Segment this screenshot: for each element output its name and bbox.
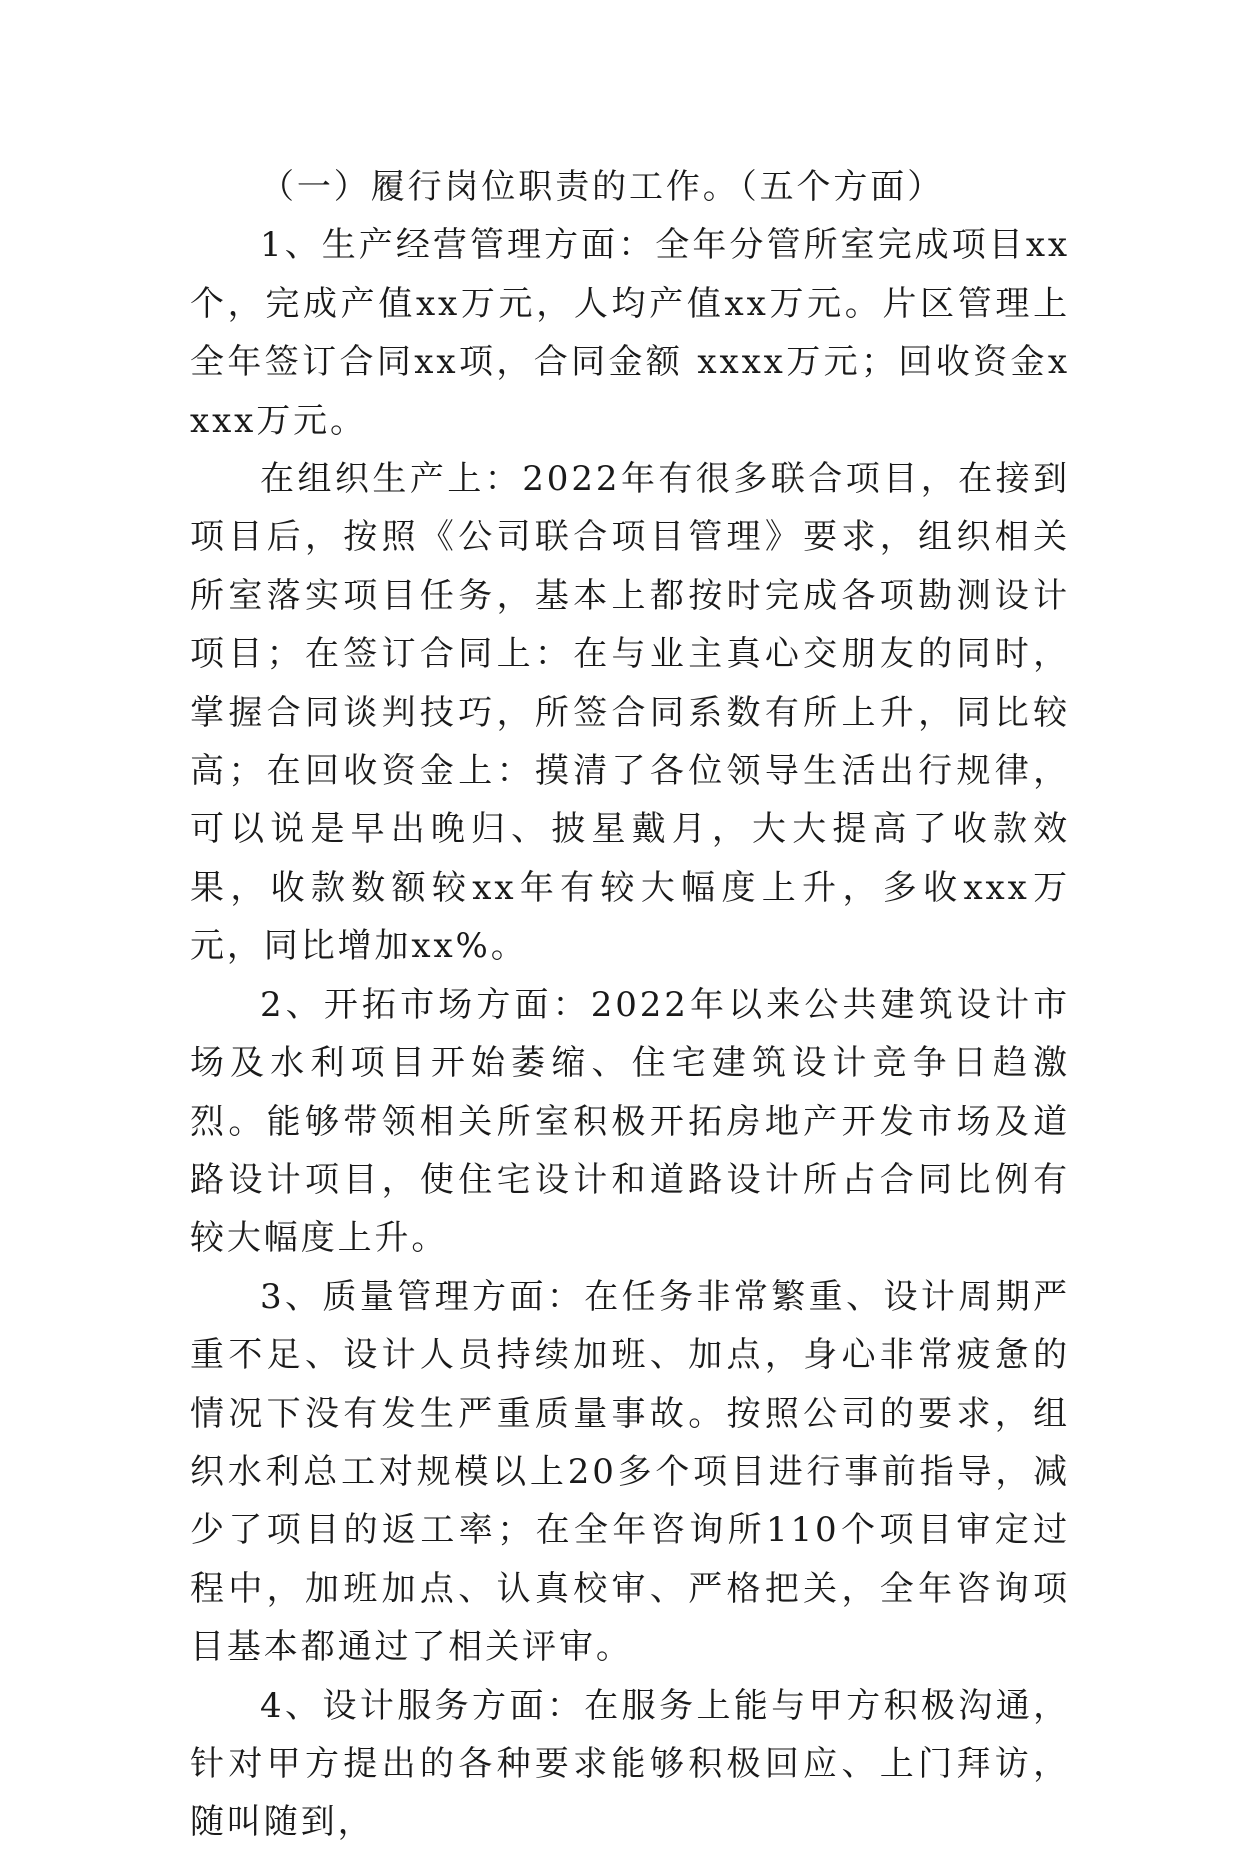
paragraph-market-expansion: 2、开拓市场方面：2022年以来公共建筑设计市场及水利项目开始萎缩、住宅建筑设计竞争日趋激烈。能够带领相关所室积极开拓房地产开发市场及道路设计项目，使住宅设计和道路设计所占合同比例有较大幅度上升。 (190, 984, 1070, 1259)
paragraph-quality-management: 3、质量管理方面：在任务非常繁重、设计周期严重不足、设计人员持续加班、加点，身心非常疲惫的情况下没有发生严重质量事故。按照公司的要求，组织水利总工对规模以上20多个项目进行事前指导，减少了项目的返工率；在全年咨询所110个项目审定过程中，加班加点、认真校审、严格把关，全年咨询项目基本都通过了相关评审。 (190, 1276, 1070, 1668)
document-body (190, 158, 1070, 1852)
paragraph-production-management: 1、生产经营管理方面：全年分管所室完成项目xx个，完成产值xx万元，人均产值xx万元。片区管理上全年签订合同xx项，合同金额 xxxx万元；回收资金xxxx万元。 (190, 225, 1070, 441)
paragraph-organizing-production: 在组织生产上：2022年有很多联合项目，在接到项目后，按照《公司联合项目管理》要求，组织相关所室落实项目任务，基本上都按时完成各项勘测设计项目；在签订合同上：在与业主真心交朋友的同时，掌握合同谈判技巧，所签合同系数有所上升，同比较高；在回收资金上：摸清了各位领导生活出行规律，可以说是早出晚归、披星戴月，大大提高了收款效果，收款数额较xx年有较大幅度上升，多收xxx万元，同比增加xx%。 (190, 459, 1070, 967)
section-heading: （一）履行岗位职责的工作。（五个方面） (260, 167, 945, 207)
paragraph-design-service: 4、设计服务方面：在服务上能与甲方积极沟通，针对甲方提出的各种要求能够积极回应、上门拜访，随叫随到， (190, 1685, 1070, 1843)
